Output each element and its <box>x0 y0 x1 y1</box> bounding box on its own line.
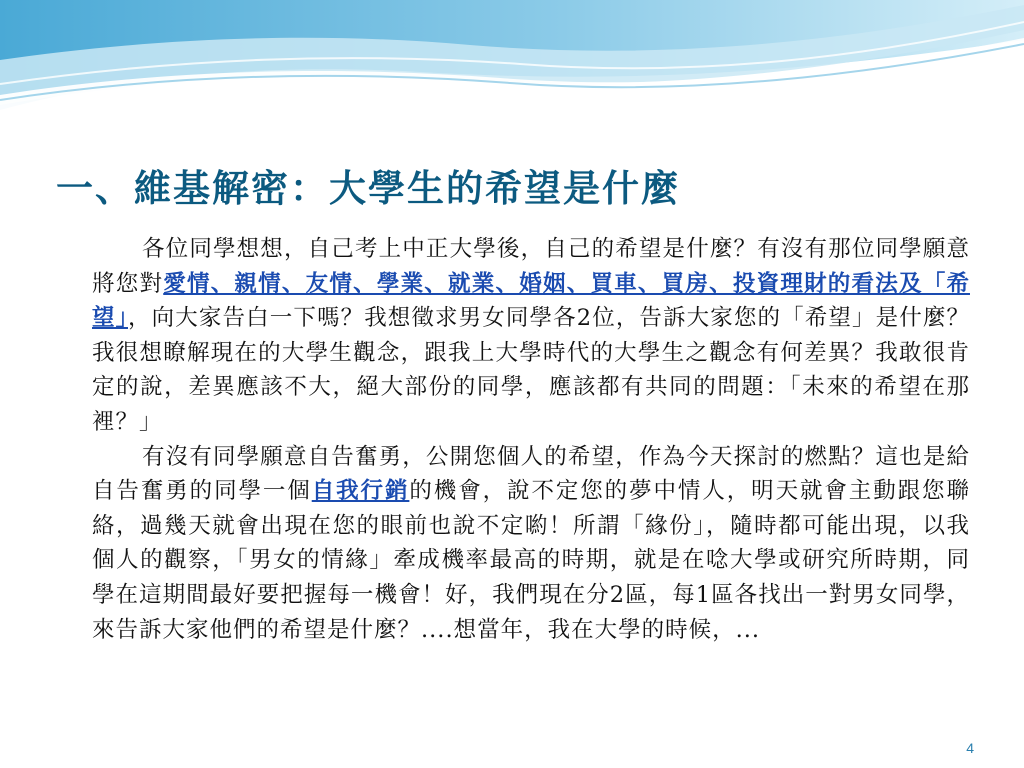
paragraph-1-text-before: 各位同學想想，自己考上中正大學後，自己的希望是什麼？有沒有那位同學願意將您對 <box>92 236 970 297</box>
paragraph-2 <box>92 440 970 648</box>
paragraph-2-text-after: 的機會，說不定您的夢中情人，明天就會主動跟您聯絡，過幾天就會出現在您的眼前也說不定喲！所謂「緣份」，隨時都可能出現，以我個人的觀察，「男女的情緣」牽成機率最高的時期，就是在唸大學或研究所時期，同學在這期間最好要把握每一機會！好，我們現在分2區，每1區各找出一對男女同學，來告訴大家他們的希望是什麼？....想當年，我在大學的時候，... <box>92 478 970 643</box>
paragraph-2-text-before: 有沒有同學願意自告奮勇，公開您個人的希望，作為今天探討的燃點？這也是給自告奮勇的同學一個 <box>92 443 970 505</box>
paragraph-1-text-after: ，向大家告白一下嗎？我想徵求男女同學各2位，告訴大家您的「希望」是什麼？我很想瞭解現在的大學生觀念，跟我上大學時代的大學生之觀念有何差異？我敢很肯定的說，差異應該不大，絕大部份的同學，應該都有共同的問題：「未來的希望在那裡？」 <box>92 305 970 435</box>
slide-body <box>92 232 970 647</box>
paragraph-2-highlight: 自我行銷 <box>311 478 410 505</box>
decorative-wave-banner <box>0 0 1024 140</box>
page-number: 4 <box>966 740 974 756</box>
paragraph-1 <box>92 232 970 440</box>
paragraph-1-highlight: 愛情、親情、友情、學業、就業、婚姻、買車、買房、投資理財的看法及「希望」 <box>92 270 970 332</box>
slide-title: 一、維基解密：大學生的希望是什麼 <box>56 166 680 210</box>
